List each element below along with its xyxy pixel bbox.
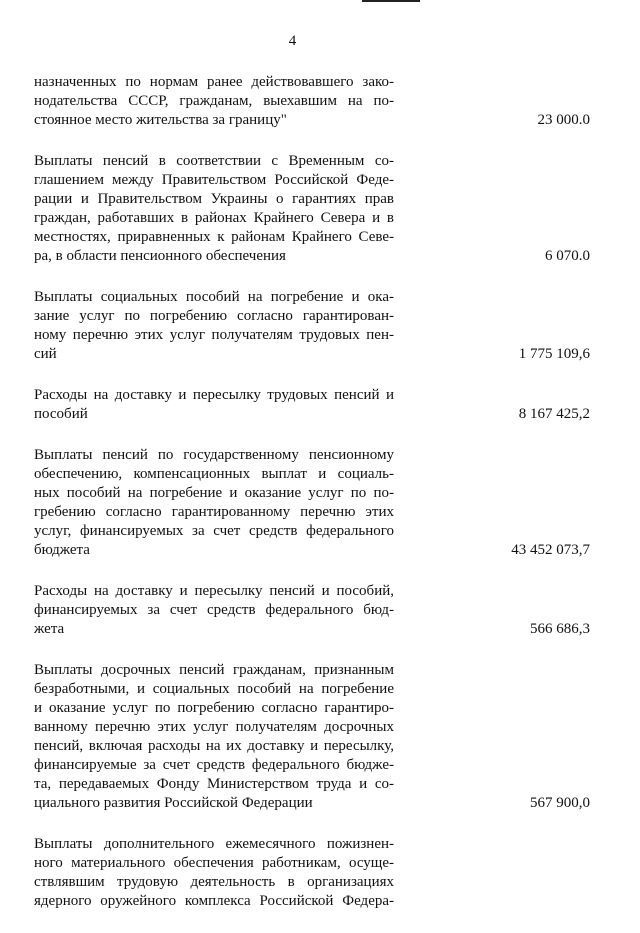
entry-line: гребению согласно гарантированному перечню этих <box>34 504 394 520</box>
entry-line: местностях, приравненных к районам Крайнего Севе- <box>34 229 394 245</box>
list-item <box>34 446 590 560</box>
list-item <box>34 386 590 424</box>
entry-description <box>34 386 394 424</box>
entry-amount: 6 070.0 <box>545 248 590 264</box>
entry-line: Расходы на доставку и пересылку пенсий и пособий, <box>34 583 394 599</box>
entry-amount: 567 900,0 <box>530 795 590 811</box>
entry-amount: 1 775 109,6 <box>518 346 590 362</box>
entry-description <box>34 73 394 130</box>
list-item <box>34 73 590 130</box>
entry-line: Выплаты социальных пособий на погребение и ока- <box>34 289 394 305</box>
entry-line: жета <box>34 621 65 637</box>
entry-line: финансируемых за счет средств федерального бюд- <box>34 602 394 618</box>
entry-line: пособий <box>34 406 88 422</box>
entry-line: Выплаты пенсий по государственному пенсионному <box>34 447 394 463</box>
entry-amount: 23 000.0 <box>537 112 590 128</box>
entry-line: сий <box>34 346 57 362</box>
entry-line: обеспечению, компенсационных выплат и социаль- <box>34 466 394 482</box>
entry-line: циального развития Российской Федерации <box>34 795 313 811</box>
header-rule <box>362 0 420 2</box>
entry-line: бюджета <box>34 542 90 558</box>
entry-line: пенсий, включая расходы на их доставку и пересылку, <box>34 738 394 754</box>
entry-line: нодательства СССР, гражданам, выехавшим на по- <box>34 93 394 109</box>
entry-line: ному перечню этих услуг получателям трудовых пен- <box>34 327 394 343</box>
entry-description <box>34 661 394 813</box>
entry-description <box>34 582 394 639</box>
entry-line: ра, в области пенсионного обеспечения <box>34 248 286 264</box>
entry-line: Выплаты пенсий в соответствии с Временным со- <box>34 153 394 169</box>
entry-line: Расходы на доставку и пересылку трудовых пенсий и <box>34 387 394 403</box>
entry-line: ядерного оружейного комплекса Российской Федера- <box>34 893 394 909</box>
entry-line: глашением между Правительством Российской Феде- <box>34 172 394 188</box>
entry-description <box>34 446 394 560</box>
entry-line: безработными, и социальных пособий на погребение <box>34 681 394 697</box>
entry-line: рации и Правительством Украины о гарантиях прав <box>34 191 394 207</box>
list-item <box>34 152 590 266</box>
entry-line: стоянное место жительства за границу" <box>34 112 287 128</box>
entry-line: и оказание услуг по погребению согласно гарантиро- <box>34 700 394 716</box>
entry-line: ного материального обеспечения работникам, осуще- <box>34 855 394 871</box>
entry-amount: 8 167 425,2 <box>518 406 590 422</box>
entry-line: ванному перечню этих услуг получателям досрочных <box>34 719 394 735</box>
entry-line: услуг, финансируемых за счет средств федерального <box>34 523 394 539</box>
list-item <box>34 288 590 364</box>
list-item <box>34 582 590 639</box>
entry-amount: 566 686,3 <box>530 621 590 637</box>
entry-line: ствлявшим трудовую деятельность в организациях <box>34 874 394 890</box>
entry-line: финансируемые за счет средств федерального бюдже- <box>34 757 394 773</box>
entry-line: Выплаты дополнительного ежемесячного пожизнен- <box>34 836 394 852</box>
page-number: 4 <box>288 33 297 49</box>
entry-amount: 43 452 073,7 <box>511 542 590 558</box>
entry-line: та, передаваемых Фонду Министерством труда и со- <box>34 776 394 792</box>
entry-line: граждан, работавших в районах Крайнего Севера и в <box>34 210 394 226</box>
entry-description <box>34 288 394 364</box>
expenditure-list <box>34 73 590 933</box>
entry-line: ных пособий на погребение и оказание услуг по по- <box>34 485 394 501</box>
entry-line: зание услуг по погребению согласно гарантирован- <box>34 308 394 324</box>
entry-line: назначенных по нормам ранее действовавшего зако- <box>34 74 394 90</box>
list-item <box>34 661 590 813</box>
entry-description <box>34 152 394 266</box>
entry-line: Выплаты досрочных пенсий гражданам, признанным <box>34 662 394 678</box>
